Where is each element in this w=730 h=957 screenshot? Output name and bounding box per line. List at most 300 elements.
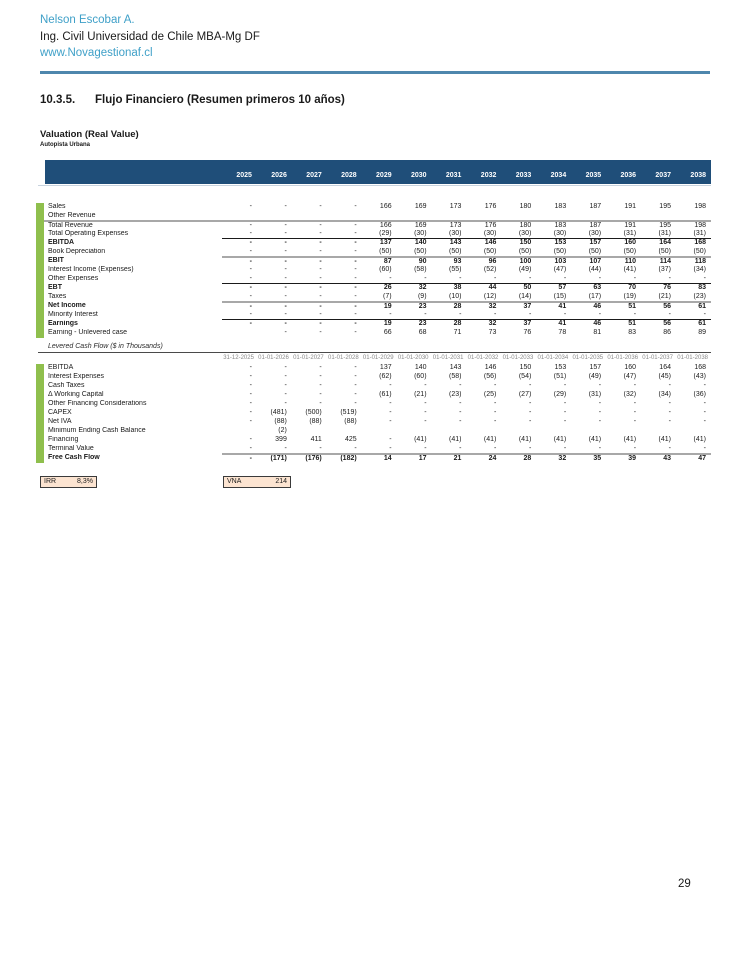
cell-value: -	[222, 248, 257, 257]
row-label: Taxes	[48, 293, 67, 300]
cell-value: -	[362, 311, 397, 320]
row-label: Financing	[48, 436, 79, 443]
cell-value: -	[284, 391, 287, 398]
cell-value: (50)	[536, 248, 571, 257]
cell-value: 157	[589, 239, 602, 247]
cell-value: -	[598, 400, 602, 407]
cell-value: (31)	[641, 230, 676, 239]
cell-value: (14)	[501, 293, 536, 302]
row-label: Cash Taxes	[48, 382, 85, 389]
cell-value: 153	[554, 239, 567, 247]
cell-value: -	[459, 382, 462, 389]
cell-value: -	[668, 382, 671, 389]
cell-value: (50)	[432, 248, 467, 257]
date-label: 01-01-2028	[327, 354, 359, 361]
cell-value: -	[292, 445, 327, 454]
year-label: 2029	[376, 171, 392, 179]
row-label: Total Revenue	[48, 221, 93, 229]
row-label: EBITDA	[48, 364, 74, 371]
cell-value: 76	[523, 329, 532, 336]
cell-value: (41)	[449, 436, 462, 443]
cell-value: -	[397, 311, 432, 320]
cell-value: -	[319, 320, 322, 328]
cell-value: -	[327, 248, 362, 257]
year-label: 2027	[306, 171, 322, 179]
header-divider	[40, 71, 710, 74]
cell-value: -	[494, 409, 497, 416]
cell-value: (41)	[553, 436, 567, 443]
cell-value: -	[249, 203, 252, 210]
row-label: Net Income	[48, 302, 86, 309]
cell-value: (49)	[588, 373, 602, 380]
cell-value: (88)	[274, 418, 287, 425]
cell-value: (45)	[658, 373, 671, 380]
cell-value: (34)	[658, 391, 671, 398]
cell-value	[466, 212, 501, 221]
cell-value: (31)	[606, 230, 641, 239]
cell-value: -	[389, 400, 392, 407]
cell-value: -	[319, 302, 322, 310]
row-label: Book Depreciation	[48, 248, 106, 255]
cell-value: (41)	[588, 436, 602, 443]
cell-value: (56)	[483, 373, 497, 380]
section-heading	[40, 94, 730, 106]
cell-value: 43	[663, 454, 671, 462]
row-label: CAPEX	[48, 409, 72, 416]
cell-value: 166	[379, 203, 392, 210]
cell-value: -	[606, 311, 641, 320]
cell-value: 61	[698, 320, 706, 328]
cell-value: 137	[379, 239, 392, 247]
cell-value: 19	[383, 302, 392, 310]
cell-value: -	[571, 311, 606, 320]
cell-value: -	[703, 409, 706, 416]
cell-value: -	[292, 275, 327, 284]
year-label: 2031	[445, 171, 462, 179]
cell-value: -	[354, 382, 357, 389]
cell-value: 183	[554, 221, 567, 229]
cell-value: -	[354, 364, 357, 371]
date-label: 01-01-2029	[362, 354, 394, 361]
cell-value: 166	[379, 221, 392, 229]
date-label: 01-01-2038	[677, 354, 708, 361]
cell-value: -	[633, 400, 637, 407]
cell-value: 425	[345, 436, 357, 443]
row-label: Earnings	[48, 320, 78, 327]
date-label: 01-01-2033	[502, 354, 534, 361]
row-label: Interest Income (Expenses)	[48, 266, 134, 273]
cell-value: -	[528, 400, 532, 407]
cell-value: -	[424, 400, 427, 407]
table-row	[38, 284, 711, 293]
cell-value: (50)	[397, 248, 432, 257]
year-label: 2037	[655, 171, 671, 179]
section-number: 10.3.5.	[40, 93, 76, 106]
date-label: 01-01-2027	[293, 354, 324, 361]
cell-value: 38	[453, 284, 462, 292]
cell-value: (15)	[536, 293, 571, 302]
cell-value: -	[606, 445, 641, 454]
year-label: 2030	[410, 171, 427, 179]
cell-value: -	[222, 230, 257, 239]
cell-value: -	[494, 400, 497, 407]
cell-value: 180	[519, 203, 532, 210]
cell-value: 56	[663, 302, 671, 310]
cell-value: 187	[589, 221, 602, 229]
cell-value: 195	[659, 203, 671, 210]
year-header-spacer	[45, 160, 222, 184]
date-label: 01-01-2032	[467, 354, 499, 361]
cell-value: 51	[628, 320, 637, 328]
cell-value: -	[668, 400, 671, 407]
cell-value: -	[354, 257, 357, 265]
cell-value: -	[292, 311, 327, 320]
cell-value	[641, 427, 676, 436]
cell-value: 73	[488, 329, 497, 336]
cell-value: -	[284, 302, 287, 310]
cell-value: (50)	[676, 248, 711, 257]
cell-value	[501, 427, 536, 436]
cell-value: (29)	[362, 230, 397, 239]
cell-value: -	[424, 382, 427, 389]
metrics-row	[40, 476, 730, 488]
cell-value: -	[703, 382, 706, 389]
valuation-subtitle: Autopista Urbana	[40, 141, 91, 148]
cell-value: 191	[624, 203, 637, 210]
cell-value: (55)	[449, 266, 462, 273]
cell-value: 23	[418, 302, 427, 310]
cell-value: -	[606, 275, 641, 284]
cell-value: 168	[694, 364, 706, 371]
cell-value: (30)	[571, 230, 606, 239]
cell-value	[466, 427, 501, 436]
cell-value: 195	[659, 221, 671, 229]
cell-value: 44	[488, 284, 497, 292]
cell-value: -	[319, 221, 322, 229]
date-label: 01-01-2026	[258, 354, 289, 361]
valuation-title: Valuation (Real Value)	[40, 128, 139, 140]
cell-value: 37	[523, 320, 532, 328]
cell-value: (30)	[536, 230, 571, 239]
year-label: 2032	[480, 171, 497, 179]
cell-value: (31)	[588, 391, 602, 398]
cell-value: 173	[449, 203, 462, 210]
cell-value: 169	[414, 203, 427, 210]
cell-value: -	[292, 248, 327, 257]
table-row	[38, 230, 711, 239]
cell-value	[222, 427, 257, 436]
cell-value: -	[501, 311, 536, 320]
cell-value: -	[362, 275, 397, 284]
cell-value: 32	[418, 284, 427, 292]
table-row	[38, 248, 711, 257]
cell-value: 90	[418, 257, 427, 265]
cell-value: (41)	[658, 436, 671, 443]
table-row	[38, 400, 711, 409]
cell-value: 183	[554, 203, 567, 210]
cell-value: 70	[628, 284, 637, 292]
cell-value: -	[424, 418, 427, 425]
row-label: Other Expenses	[48, 275, 99, 282]
cell-value	[222, 329, 257, 338]
cell-value: -	[222, 311, 257, 320]
row-label: Δ Working Capital	[48, 391, 104, 398]
cell-value: -	[598, 409, 602, 416]
cell-value: 164	[659, 239, 671, 247]
cell-value	[327, 427, 362, 436]
cell-value: -	[354, 320, 357, 328]
cell-value: -	[563, 382, 567, 389]
cell-value: -	[249, 454, 252, 462]
cell-value: -	[362, 445, 397, 454]
cell-value: 143	[449, 364, 462, 371]
cell-value: 32	[488, 302, 497, 310]
cell-value: -	[327, 275, 362, 284]
year-header-row	[45, 160, 711, 184]
cell-value: 61	[698, 302, 706, 310]
table-row	[38, 364, 711, 373]
table-row	[38, 203, 711, 212]
cell-value: (9)	[397, 293, 432, 302]
cell-value: -	[284, 400, 287, 407]
cell-value: -	[354, 239, 357, 247]
table-row	[38, 418, 711, 427]
cell-value: (58)	[449, 373, 462, 380]
cell-value: -	[319, 203, 322, 210]
cell-value: 26	[383, 284, 392, 292]
cell-value: -	[354, 373, 357, 380]
table-row	[38, 454, 711, 463]
cell-value: 51	[628, 302, 637, 310]
levered-cashflow-table	[38, 353, 711, 463]
cell-value: (41)	[518, 436, 532, 443]
cell-value: -	[501, 445, 536, 454]
cell-value: (62)	[379, 373, 392, 380]
cell-value: (19)	[606, 293, 641, 302]
cell-value: -	[319, 391, 322, 398]
cell-value: -	[327, 445, 362, 454]
cell-value: (44)	[588, 266, 602, 273]
cell-value: -	[598, 382, 602, 389]
cell-value: (27)	[518, 391, 532, 398]
cell-value: 76	[663, 284, 671, 292]
cell-value: (21)	[414, 391, 427, 398]
cell-value: -	[571, 445, 606, 454]
cell-value: -	[536, 311, 571, 320]
cell-value: 110	[624, 257, 637, 265]
cell-value: 399	[275, 436, 287, 443]
year-label: 2025	[236, 171, 252, 179]
cell-value	[432, 212, 467, 221]
cell-value: -	[249, 436, 252, 443]
cell-value	[501, 212, 536, 221]
year-label: 2028	[341, 171, 357, 179]
cell-value: (23)	[449, 391, 462, 398]
cell-value: -	[327, 293, 362, 302]
cell-value: 157	[589, 364, 602, 371]
cell-value: -	[222, 275, 257, 284]
cell-value: -	[222, 293, 257, 302]
cell-value: -	[494, 418, 497, 425]
cell-value: -	[432, 445, 467, 454]
cell-value: -	[284, 284, 287, 292]
cell-value: -	[389, 418, 392, 425]
cell-value	[362, 427, 397, 436]
cell-value: 150	[519, 364, 532, 371]
cell-value	[292, 427, 327, 436]
cell-value: -	[466, 445, 501, 454]
cell-value: 39	[628, 454, 637, 462]
cell-value	[606, 427, 641, 436]
cell-value: 28	[453, 320, 462, 328]
cell-value: (30)	[501, 230, 536, 239]
cell-value: -	[389, 409, 392, 416]
cell-value: (47)	[553, 266, 567, 273]
cell-value: -	[563, 418, 567, 425]
cell-value: 411	[310, 436, 322, 443]
cell-value: (50)	[571, 248, 606, 257]
irr-box	[40, 476, 97, 488]
vna-label: VNA	[227, 478, 242, 485]
cell-value: -	[284, 320, 287, 328]
cell-value: (182)	[340, 454, 357, 462]
table-row	[38, 275, 711, 284]
cell-value: 89	[698, 329, 706, 336]
cell-value: -	[292, 230, 327, 239]
cell-value: (30)	[397, 230, 432, 239]
author-name: Nelson Escobar A.	[40, 14, 135, 26]
cell-value: (60)	[414, 373, 427, 380]
cell-value: (43)	[693, 373, 706, 380]
cell-value: 68	[418, 329, 427, 336]
table-row	[38, 257, 711, 266]
cell-value: -	[257, 275, 292, 284]
cell-value: (88)	[344, 418, 357, 425]
cell-value: 35	[593, 454, 602, 462]
cell-value	[571, 427, 606, 436]
cell-value: -	[466, 311, 501, 320]
row-label: Other Revenue	[38, 212, 222, 221]
cell-value: 21	[453, 454, 462, 462]
cell-value: -	[668, 409, 671, 416]
cell-value: -	[249, 284, 252, 292]
cell-value: 32	[558, 454, 567, 462]
cell-value: (500)	[305, 409, 322, 416]
cell-value: -	[466, 275, 501, 284]
cell-value: -	[284, 239, 287, 247]
cell-value: -	[319, 266, 322, 273]
cell-value: (481)	[270, 409, 287, 416]
cell-value: 168	[694, 239, 706, 247]
cell-value	[222, 212, 257, 221]
row-label: Minimum Ending Cash Balance	[48, 427, 146, 434]
row-label: EBIT	[48, 257, 64, 264]
cell-value: -	[249, 373, 252, 380]
year-label: 2034	[550, 171, 567, 179]
cell-value: -	[389, 436, 392, 443]
cell-value: -	[249, 266, 252, 273]
cell-value: -	[528, 418, 532, 425]
cell-value: (50)	[501, 248, 536, 257]
cell-value: -	[319, 284, 322, 292]
levered-data-table	[38, 353, 711, 463]
cell-value: -	[354, 329, 357, 336]
cell-value: -	[536, 275, 571, 284]
cell-value: -	[536, 445, 571, 454]
cell-value: 23	[418, 320, 427, 328]
date-label: 01-01-2030	[397, 354, 429, 361]
cell-value: (50)	[606, 248, 641, 257]
cell-value: -	[249, 418, 252, 425]
cell-value: 57	[558, 284, 567, 292]
table-row	[38, 409, 711, 418]
cell-value: 41	[558, 320, 567, 328]
cell-value: (47)	[623, 373, 637, 380]
cell-value: 86	[663, 329, 671, 336]
cell-value: -	[354, 400, 357, 407]
cell-value: 198	[694, 221, 706, 229]
cell-value: 63	[593, 284, 602, 292]
cell-value: -	[676, 311, 711, 320]
levered-cashflow-title: Levered Cash Flow ($ in Thousands)	[38, 343, 711, 353]
cell-value: 140	[414, 239, 427, 247]
year-label: 2035	[585, 171, 602, 179]
cell-value: 100	[519, 257, 532, 265]
cell-value: 81	[593, 329, 602, 336]
cell-value: 164	[659, 364, 671, 371]
cell-value: -	[284, 221, 287, 229]
cell-value: -	[249, 320, 252, 328]
cell-value: -	[284, 382, 287, 389]
cell-value: -	[703, 418, 706, 425]
row-label: EBT	[48, 284, 62, 291]
cell-value: -	[354, 284, 357, 292]
cell-value: 28	[453, 302, 462, 310]
cell-value: 169	[414, 221, 427, 229]
cell-value: 96	[488, 257, 497, 265]
cell-value: (41)	[414, 436, 427, 443]
cell-value: -	[354, 302, 357, 310]
cell-value: -	[501, 275, 536, 284]
cell-value: 19	[383, 320, 392, 328]
cell-value: -	[284, 266, 287, 273]
cell-value	[536, 212, 571, 221]
table-row	[38, 311, 711, 320]
cell-value: -	[222, 445, 257, 454]
green-accent-bar	[36, 203, 44, 338]
irr-value: 8,3%	[77, 478, 93, 485]
cell-value	[292, 212, 327, 221]
cell-value: -	[397, 445, 432, 454]
row-label: Sales	[48, 203, 66, 210]
website-link[interactable]: www.Novagestionaf.cl	[40, 47, 153, 59]
cell-value: -	[432, 275, 467, 284]
cell-value: (41)	[693, 436, 706, 443]
section-title: Flujo Financiero (Resumen primeros 10 años)	[95, 93, 345, 106]
cell-value: (58)	[414, 266, 427, 273]
row-label: Minority Interest	[48, 311, 98, 318]
valuation-data-table	[38, 203, 711, 338]
cell-value: (51)	[553, 373, 567, 380]
cell-value: 146	[484, 364, 497, 371]
cell-value: -	[284, 329, 287, 336]
cell-value: 160	[624, 239, 637, 247]
cell-value: -	[249, 391, 252, 398]
cell-value: -	[354, 203, 357, 210]
cell-value	[432, 427, 467, 436]
cell-value: -	[249, 302, 252, 310]
cell-value: 153	[554, 364, 567, 371]
